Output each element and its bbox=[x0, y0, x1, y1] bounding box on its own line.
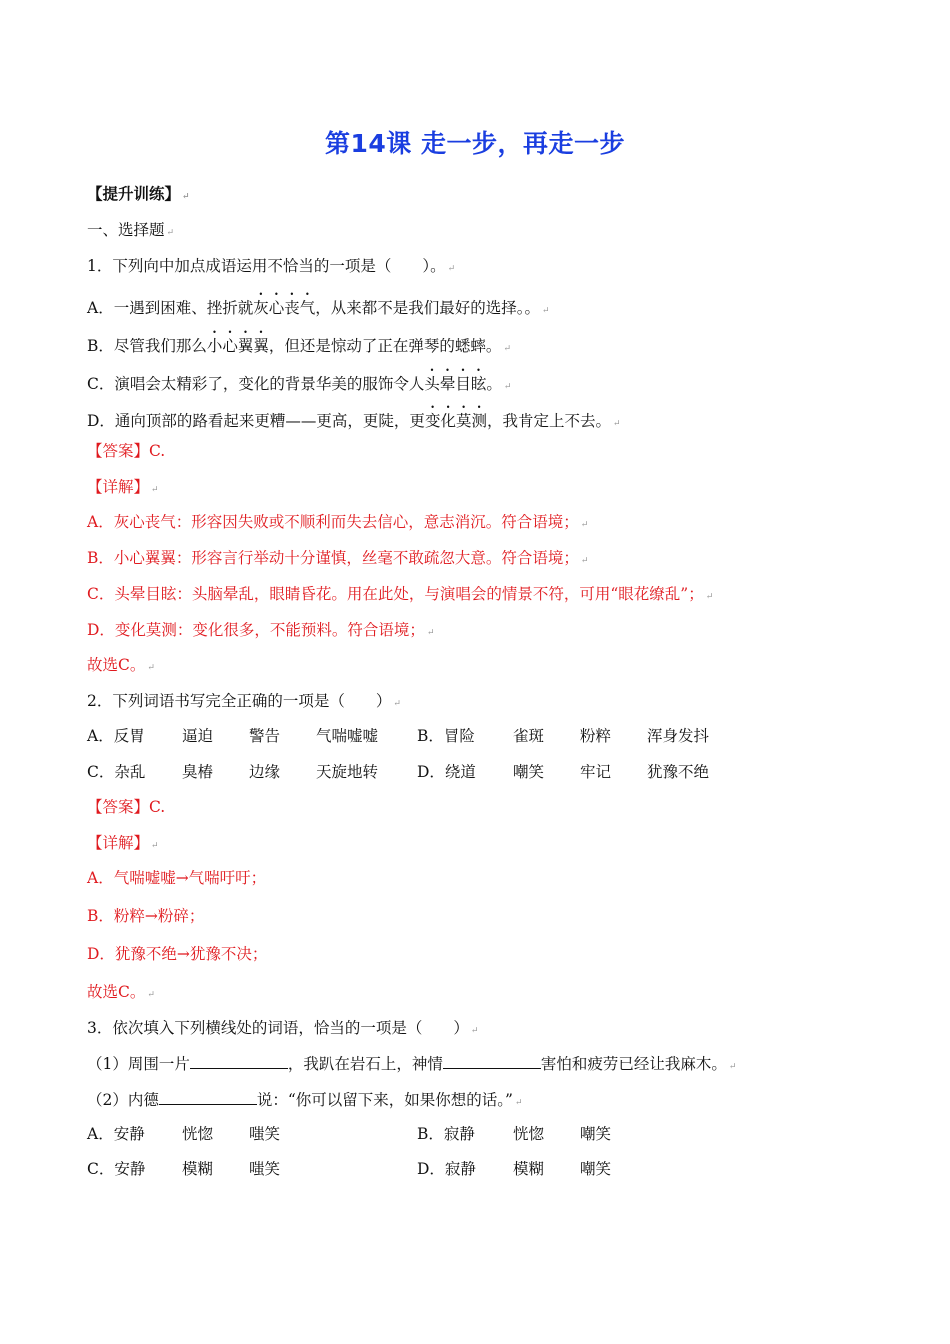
question-2-detail-heading: 【详解】 ↵ bbox=[87, 834, 159, 852]
blank-2[interactable] bbox=[443, 1052, 541, 1069]
question-1-conclusion: 故选C。 ↵ bbox=[87, 656, 155, 674]
blank-1[interactable] bbox=[190, 1052, 288, 1069]
part-heading: 一、选择题 ↵ bbox=[87, 221, 175, 239]
question-1-option-b: B．尽管我们那么小心翼翼，但还是惊动了正在弹琴的蟋蟀。 ↵ bbox=[87, 337, 511, 355]
question-1-stem: 1．下列向中加点成语运用不恰当的一项是（ ）。 ↵ bbox=[87, 257, 456, 275]
question-1-explanation-b: B．小心翼翼：形容言行举动十分谨慎，丝毫不敢疏忽大意。符合语境； ↵ bbox=[87, 549, 589, 567]
question-2-conclusion: 故选C。 ↵ bbox=[87, 983, 155, 1001]
question-1-explanation-d: D．变化莫测：变化很多，不能预料。符合语境； ↵ bbox=[87, 621, 435, 639]
blank-3[interactable] bbox=[159, 1088, 257, 1105]
question-3-sentence-2: （2）内德 说：“你可以留下来，如果你想的话。” ↵ bbox=[87, 1088, 523, 1114]
question-2-explanation-d: D．犹豫不绝→犹豫不决； bbox=[87, 945, 268, 963]
question-1-option-d: D．通向顶部的路看起来更糟——更高，更陡，更变化莫测，我肯定上不去。 ↵ bbox=[87, 412, 621, 430]
question-1-detail-heading: 【详解】 ↵ bbox=[87, 478, 159, 496]
section-heading: 【提升训练】 ↵ bbox=[87, 184, 190, 203]
question-2-answer: 【答案】C. bbox=[87, 798, 166, 816]
question-3-options-row-1: A．安静 恍惚 嗤笑 B．寂静 恍惚 嘲笑 bbox=[87, 1125, 612, 1143]
question-1-explanation-a: A．灰心丧气：形容因失败或不顺利而失去信心，意志消沉。符合语境； ↵ bbox=[87, 513, 589, 531]
question-1-explanation-c: C．头晕目眩：头脑晕乱，眼睛昏花。用在此处，与演唱会的情景不符，可用“眼花缭乱”； ↵ bbox=[87, 585, 714, 603]
question-2-explanation-b: B．粉粹→粉碎； bbox=[87, 907, 205, 925]
question-3-options-row-2: C．安静 模糊 嗤笑 D．寂静 模糊 嘲笑 bbox=[87, 1160, 612, 1178]
question-3-sentence-1: （1）周围一片 ，我趴在岩石上，神情 害怕和疲劳已经让我麻木。 ↵ bbox=[87, 1052, 736, 1078]
page-title: 第14课 走一步，再走一步 bbox=[325, 129, 625, 158]
question-1-option-c: C．演唱会太精彩了，变化的背景华美的服饰令人头晕目眩。 ↵ bbox=[87, 375, 512, 393]
question-2-explanation-a: A．气喘嘘嘘→气喘吁吁； bbox=[87, 869, 267, 887]
question-1-option-a: A．一遇到困难、挫折就灰心丧气，从来都不是我们最好的选择。。 ↵ bbox=[87, 299, 550, 317]
question-2-options-row-2: C．杂乱 臭椿 边缘 天旋地转 D．绕道 嘲笑 牢记 犹豫不绝 bbox=[87, 763, 710, 781]
question-3-stem: 3．依次填入下列横线处的词语，恰当的一项是（ ） ↵ bbox=[87, 1019, 479, 1037]
question-1-answer: 【答案】C. bbox=[87, 442, 166, 460]
question-2-stem: 2．下列词语书写完全正确的一项是（ ） ↵ bbox=[87, 692, 401, 710]
question-2-options-row-1: A．反胃 逼迫 警告 气喘嘘嘘 B．冒险 雀斑 粉粹 浑身发抖 bbox=[87, 727, 710, 745]
